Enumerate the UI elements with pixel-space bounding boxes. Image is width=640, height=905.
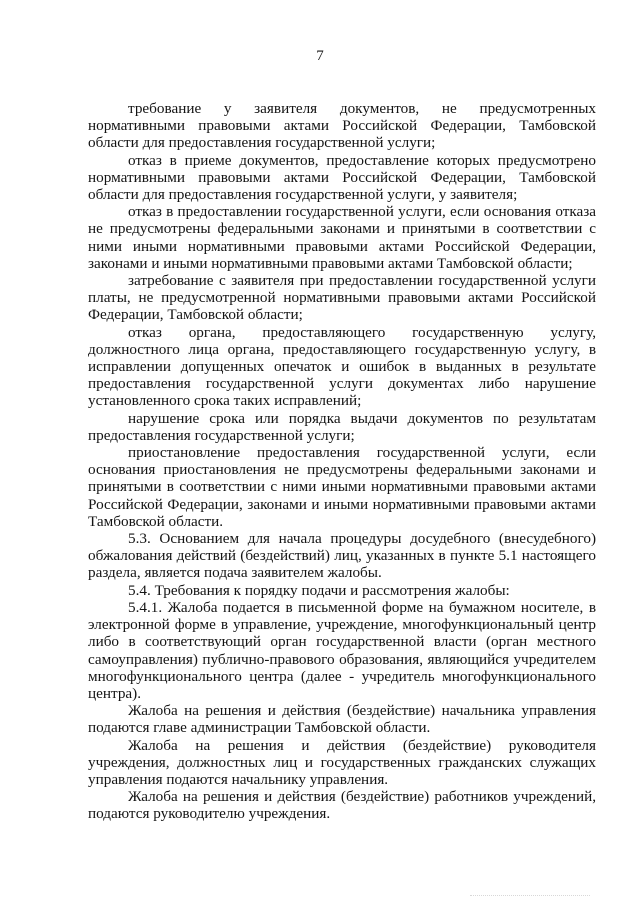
paragraph-8: 5.3. Основанием для начала процедуры досудебного (внесудебного) обжалования действий (бездействий) лиц, указанных в пункте 5.1 настоящего раздела, является подача заявителем жалобы. <box>88 530 596 582</box>
paragraph-4: затребование с заявителя при предоставлении государственной услуги платы, не предусмотренной нормативными правовыми актами Российской Федерации, Тамбовской области; <box>88 272 596 324</box>
paragraph-12: Жалоба на решения и действия (бездействие) руководителя учреждения, должностных лиц и государственных гражданских служащих управления подаются начальнику управления. <box>88 736 596 788</box>
paragraph-10: 5.4.1. Жалоба подается в письменной форме на бумажном носителе, в электронной форме в управление, учреждение, многофункциональный центр либо в соответствующий орган государственной власти (орган местного самоуправления) публично-правового образования, являющийся учредителем многофункционального центра (далее - учредитель многофункционального центра). <box>88 598 596 702</box>
scan-artifact <box>470 895 590 898</box>
paragraph-9: 5.4. Требования к порядку подачи и рассмотрения жалобы: <box>128 581 510 599</box>
paragraph-1: требование у заявителя документов, не предусмотренных нормативными правовыми актами Российской Федерации, Тамбовской области для предоставления государственной услуги; <box>88 100 596 152</box>
paragraph-11: Жалоба на решения и действия (бездействие) начальника управления подаются главе администрации Тамбовской области. <box>88 702 596 737</box>
paragraph-3: отказ в предоставлении государственной услуги, если основания отказа не предусмотрены федеральными законами и принятыми в соответствии с ними иными нормативными правовыми актами Российской Федерации, законами и иными нормативными правовыми актами Тамбовской области; <box>88 203 596 272</box>
paragraph-6: нарушение срока или порядка выдачи документов по результатам предоставления государственной услуги; <box>88 409 596 444</box>
document-body <box>88 100 596 823</box>
paragraph-2: отказ в приеме документов, предоставление которых предусмотрено нормативными правовыми актами Российской Федерации, Тамбовской области для предоставления государственной услуги, у заявителя; <box>88 151 596 204</box>
paragraph-13: Жалоба на решения и действия (бездействие) работников учреждений, подаются руководителю учреждения. <box>88 788 596 823</box>
paragraph-5: отказ органа, предоставляющего государственную услугу, должностного лица органа, предоставляющего государственную услугу, в исправлении допущенных опечаток и ошибок в выданных в результате предоставления государственной услуги документах либо нарушение установленного срока таких исправлений; <box>88 323 596 410</box>
paragraph-7: приостановление предоставления государственной услуги, если основания приостановления не предусмотрены федеральными законами и принятыми в соответствии с ними иными нормативными правовыми актами Российской Федерации, законами и иными нормативными правовыми актами Тамбовской области. <box>88 444 596 530</box>
page-number: 7 <box>316 48 324 64</box>
